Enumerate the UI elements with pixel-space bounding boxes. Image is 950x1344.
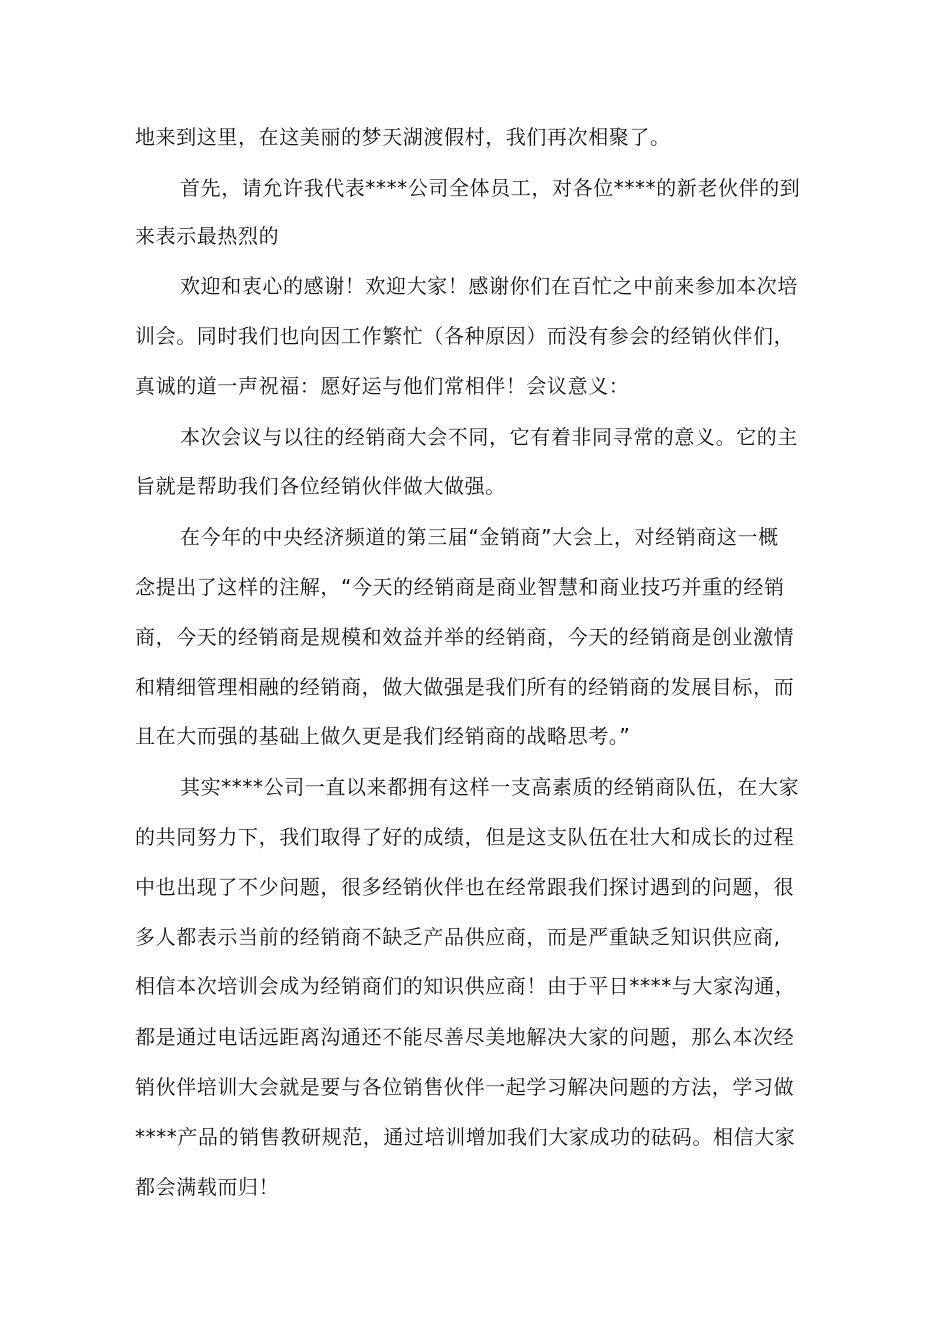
text-line: 都是通过电话远距离沟通还不能尽善尽美地解决大家的问题，那么本次经: [135, 1025, 795, 1049]
text-line: 来表示最热烈的: [135, 224, 280, 248]
text-line: 中也出现了不少问题，很多经销伙伴也在经常跟我们探讨遇到的问题，很: [135, 875, 795, 899]
text-line: 且在大而强的基础上做久更是我们经销商的战略思考。”: [135, 724, 631, 748]
paragraph-first-line: 欢迎和衷心的感谢！欢迎大家！感谢你们在百忙之中前来参加本次培: [180, 274, 798, 298]
text-line: 商，今天的经销商是规模和效益并举的经销商，今天的经销商是创业激情: [135, 625, 795, 649]
paragraph-first-line: 本次会议与以往的经销商大会不同，它有着非同寻常的意义。它的主: [180, 425, 798, 449]
text-line: 销伙伴培训大会就是要与各位销售伙伴一起学习解决问题的方法，学习做: [135, 1075, 795, 1099]
text-line: 的共同努力下，我们取得了好的成绩，但是这支队伍在壮大和成长的过程: [135, 825, 795, 849]
text-line: 真诚的道一声祝福：愿好运与他们常相伴！会议意义：: [135, 374, 630, 398]
text-line: 和精细管理相融的经销商，做大做强是我们所有的经销商的发展目标，而: [135, 675, 795, 699]
text-line: 训会。同时我们也向因工作繁忙（各种原因）而没有参会的经销伙伴们，: [135, 324, 795, 348]
paragraph-first-line: 首先，请允许我代表****公司全体员工，对各位****的新老伙伴的到: [180, 176, 801, 200]
text-line: 都会满载而归！: [135, 1175, 280, 1199]
paragraph-first-line: 在今年的中央经济频道的第三届“金销商”大会上，对经销商这一概: [180, 525, 779, 549]
paragraph-first-line: 其实****公司一直以来都拥有这样一支高素质的经销商队伍，在大家: [180, 775, 800, 799]
text-line: 多人都表示当前的经销商不缺乏产品供应商，而是严重缺乏知识供应商,: [135, 925, 781, 949]
text-line: 地来到这里，在这美丽的梦天湖渡假村，我们再次相聚了。: [135, 125, 671, 149]
text-line: 相信本次培训会成为经销商们的知识供应商！由于平日****与大家沟通，: [135, 974, 796, 998]
text-line: 念提出了这样的注解，“今天的经销商是商业智慧和商业技巧并重的经销: [135, 575, 785, 599]
text-line: 旨就是帮助我们各位经销伙伴做大做强。: [135, 474, 506, 498]
text-line: ****产品的销售教研规范，通过培训增加我们大家成功的砝码。相信大家: [135, 1125, 796, 1149]
